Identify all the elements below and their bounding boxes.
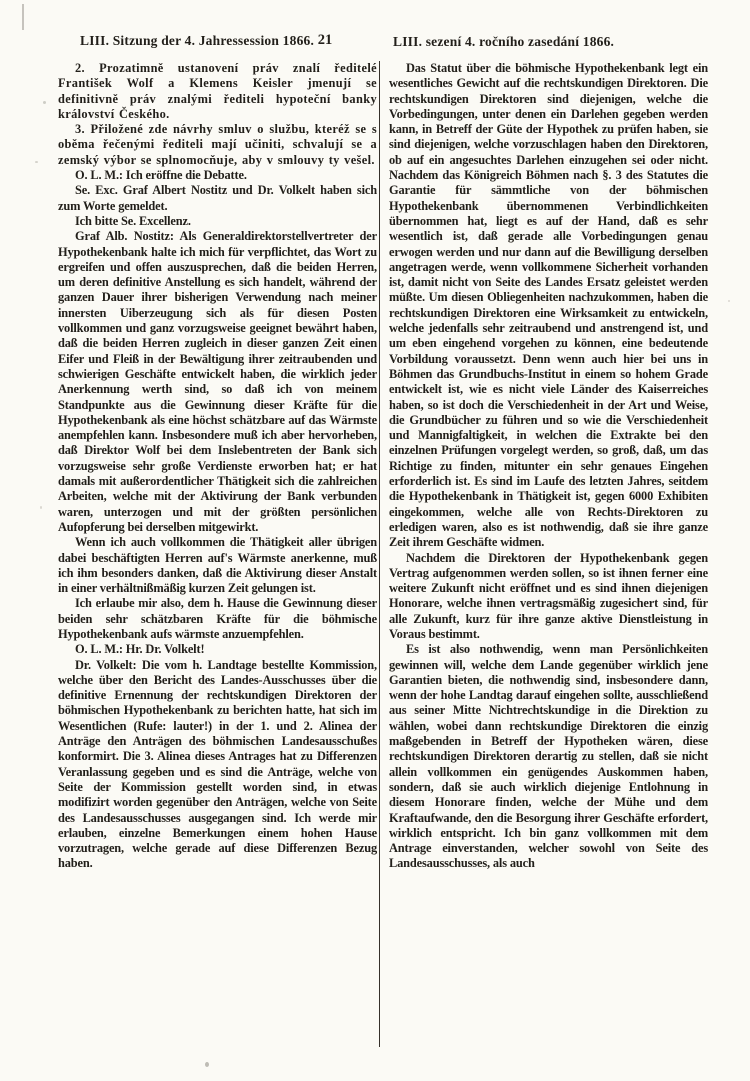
- scan-speck: [43, 101, 46, 104]
- paragraph: Ich erlaube mir also, dem h. Hause die Gewinnung dieser beiden sehr schätzbaren Kräfte für die böhmische Hypothekenbank aufs wärmste anzuempfehlen.: [58, 596, 377, 641]
- scan-speck: [40, 506, 42, 509]
- paragraph: Wenn ich auch vollkommen die Thätigkeit aller übrigen dabei beschäftigten Herren auf's Wärmste anerkenne, muß ich ihm besonders danken, daß die Aktivirung dieser Anstalt in einer verhältnißmäßig kurzen Zeit gelungen ist.: [58, 535, 377, 596]
- scan-speck: [35, 161, 38, 163]
- paragraph: Se. Exc. Graf Albert Nostitz und Dr. Volkelt haben sich zum Worte gemeldet.: [58, 183, 377, 213]
- paragraph: Das Statut über die böhmische Hypothekenbank legt ein wesentliches Gewicht auf die rechtskundigen Direktoren. Die rechtskundigen Direktoren sind diejenigen, welche die Vorbedingungen, unter denen ein Darlehen gegeben werden kann, in Betreff der Güte der Hypothek zu prüfen haben, sie sind diejenigen, welche vorzuschlagen haben den Direktoren, ob auf ein angesuchtes Darlehen einzugehen sei oder nicht. Nachdem das Königreich Böhmen nach §. 3 des Statutes die Garantie für sämmtliche von der böhmischen Hypothekenbank übernommenen Verbindlichkeiten übernommen hat, liegt es auf der Hand, daß es sehr wesentlich ist, daß gerade alle Vorbedingungen genau erwogen werden und nur dann auf die Bewilligung derselben angetragen werde, wenn vollkommene Sicherheit vorhanden ist, damit nicht von Seite des Landes Ersatz geleistet werden müßte. Um diesen Obliegenheiten nachzukommen, haben die rechtskundigen Direktoren eine Wirksamkeit zu entwickeln, welche jedenfalls sehr zeitraubend und anstrengend ist, und um eben eingehend vorgehen zu können, eine bedeutende Vorbildung voraussetzt. Denn wenn auch hier bei uns in Böhmen das Grundbuchs-Institut in einem so hohem Grade entwickelt ist, wie es nicht viele Länder des Kaiserreiches haben, so ist doch die Verschiedenheit in der Art und Weise, die Grundbücher zu führen und so wie die Verschiedenheit und Mannigfaltigkeit, in welchen die Extrakte bei den einzelnen Prüfungen vorgelegt werden, so groß, daß, um das Richtige zu finden, mitunter ein sehr genaues Eingehen erforderlich ist. Es sind im Laufe des letzten Jahres, seitdem die Hypothekenbank in Thätigkeit ist, gegen 6000 Exhibiten eingekommen, welche alle von Rechts-Direktoren zu erledigen waren, also es ist nothwendig, daß sie ihre ganze Zeit ihrem Geschäfte widmen.: [389, 61, 708, 550]
- scan-speck: [205, 1062, 209, 1067]
- paragraph: Dr. Volkelt: Die vom h. Landtage bestellte Kommission, welche über den Bericht des Landes-Ausschusses über die definitive Ernennung der rechtskundigen Direktoren der böhmischen Hypothekenbank zu berichten hatte, hat sich im Wesentlichen (Rufe: lauter!) in der 1. und 2. Alinea der Anträge den Anträgen des böhmischen Landesausschußes konformirt. Die 3. Alinea dieses Antrages hat zu Differenzen Veranlassung gegeben und es sind die Anträge, welche von Seite der Kommission gestellt worden sind, in etwas modifizirt worden gegenüber den Anträgen, welche von Seite des Landesausschusses ausgegangen sind. Ich werde mir erlauben, einzelne Bemerkungen einem hohen Hause vorzutragen, welche gerade auf diese Differenzen Bezug haben.: [58, 657, 377, 871]
- column-divider: [379, 61, 380, 1047]
- paragraph: Nachdem die Direktoren der Hypothekenbank gegen Vertrag aufgenommen werden sollen, so ist ihnen ferner eine weitere Zukunft nicht eröffnet und es sind ihnen diejenigen Honorare, welche ihnen vertragsmäßig zugesichert sind, für alle Zukunft, kurz für ihre ganze aktive Dienstleistung in Voraus bestimmt.: [389, 550, 708, 641]
- paragraph: O. L. M.: Hr. Dr. Volkelt!: [75, 642, 205, 657]
- paragraph: Ich bitte Se. Excellenz.: [75, 213, 191, 228]
- page-number: 21: [317, 32, 333, 48]
- scan-edge-artifact: [22, 4, 24, 30]
- paragraph: 2. Prozatimně ustanovení práv znalí ředitelé František Wolf a Klemens Keisler jmenují se definitivně práv znalými řediteli hypoteční banky království Českého.: [58, 61, 377, 121]
- header-left-title: LIII. Sitzung der 4. Jahressession 1866.: [80, 33, 315, 48]
- paragraph: O. L. M.: Ich eröffne die Debatte.: [75, 168, 247, 183]
- paragraph: Es ist also nothwendig, wenn man Persönlichkeiten gewinnen will, welche dem Lande gegenüber wirklich jene Garantien bieten, die nothwendig sind, insbesondere dann, wenn der hohe Landtag darauf eingehen sollte, ausschließend aus seiner Mitte Nichtrechtskundige in die Direktion zu wählen, wobei dann rechtskundige Direktoren die einzig maßgebenden in Betreff der Hypotheken wären, diese rechtskundigen Direktoren derartig zu stellen, daß sie nicht allein vollkommen ein genügendes Auskommen haben, sondern, daß sie auch wirklich diejenige Entlohnung in diesem Honorare finden, welche der Mühe und dem Kraftaufwande, den die Besorgung ihrer Geschäfte erfordert, wirklich entspricht. Ich bin ganz vollkommen mit dem Antrage einverstanden, welcher sowohl von Seite des Landesausschusses, als auch: [389, 642, 708, 871]
- paragraph: 3. Přiložené zde návrhy smluv o službu, kteréž se s oběma řečenými řediteli mají učiniti, schvalují se a zemský výbor se splnomocňuje, aby v smlouvy ty vešel.: [58, 122, 377, 167]
- scan-speck: [728, 300, 730, 302]
- header-right-title: LIII. sezení 4. ročního zasedání 1866.: [393, 34, 615, 49]
- left-column: [58, 61, 377, 872]
- right-column: [389, 61, 708, 872]
- paragraph: Graf Alb. Nostitz: Als Generaldirektorstellvertreter der Hypothekenbank halte ich mich für verpflichtet, das Wort zu ergreifen und offen auszusprechen, daß die beiden Herren, um deren definitive Anstellung es sich handelt, während der ganzen Dauer ihrer bisherigen Verwendung nach meiner innersten Uiberzeugung sich als für diesen Posten vollkommen und ganz vorzugsweise geeignet bewährt haben, daß die beiden Herren zugleich in dieser ganzen Zeit einen Eifer und Fleiß in der Bewältigung ihrer zeitraubenden und schwierigen Geschäfte entwickelt haben, die wirklich jeder Anerkennung werth sind, so daß ich von meinem Standpunkte aus die Gewinnung dieser Kräfte für die Hypothekenbank als eine höchst schätzbare auf das Wärmste anempfehlen kann. Insbesondere muß ich aber hervorheben, daß Direktor Wolf bei dem Inslebentreten der Bank sich vorzugsweise sehr große Verdienste erworben hat; er hat damals mit außerordentlicher Thätigkeit sich die zahlreichen Arbeiten, welche mit der Aktivirung der Bank verbunden waren, unterzogen und mit der größten persönlichen Aufopferung bei derselben mitgewirkt.: [58, 229, 377, 534]
